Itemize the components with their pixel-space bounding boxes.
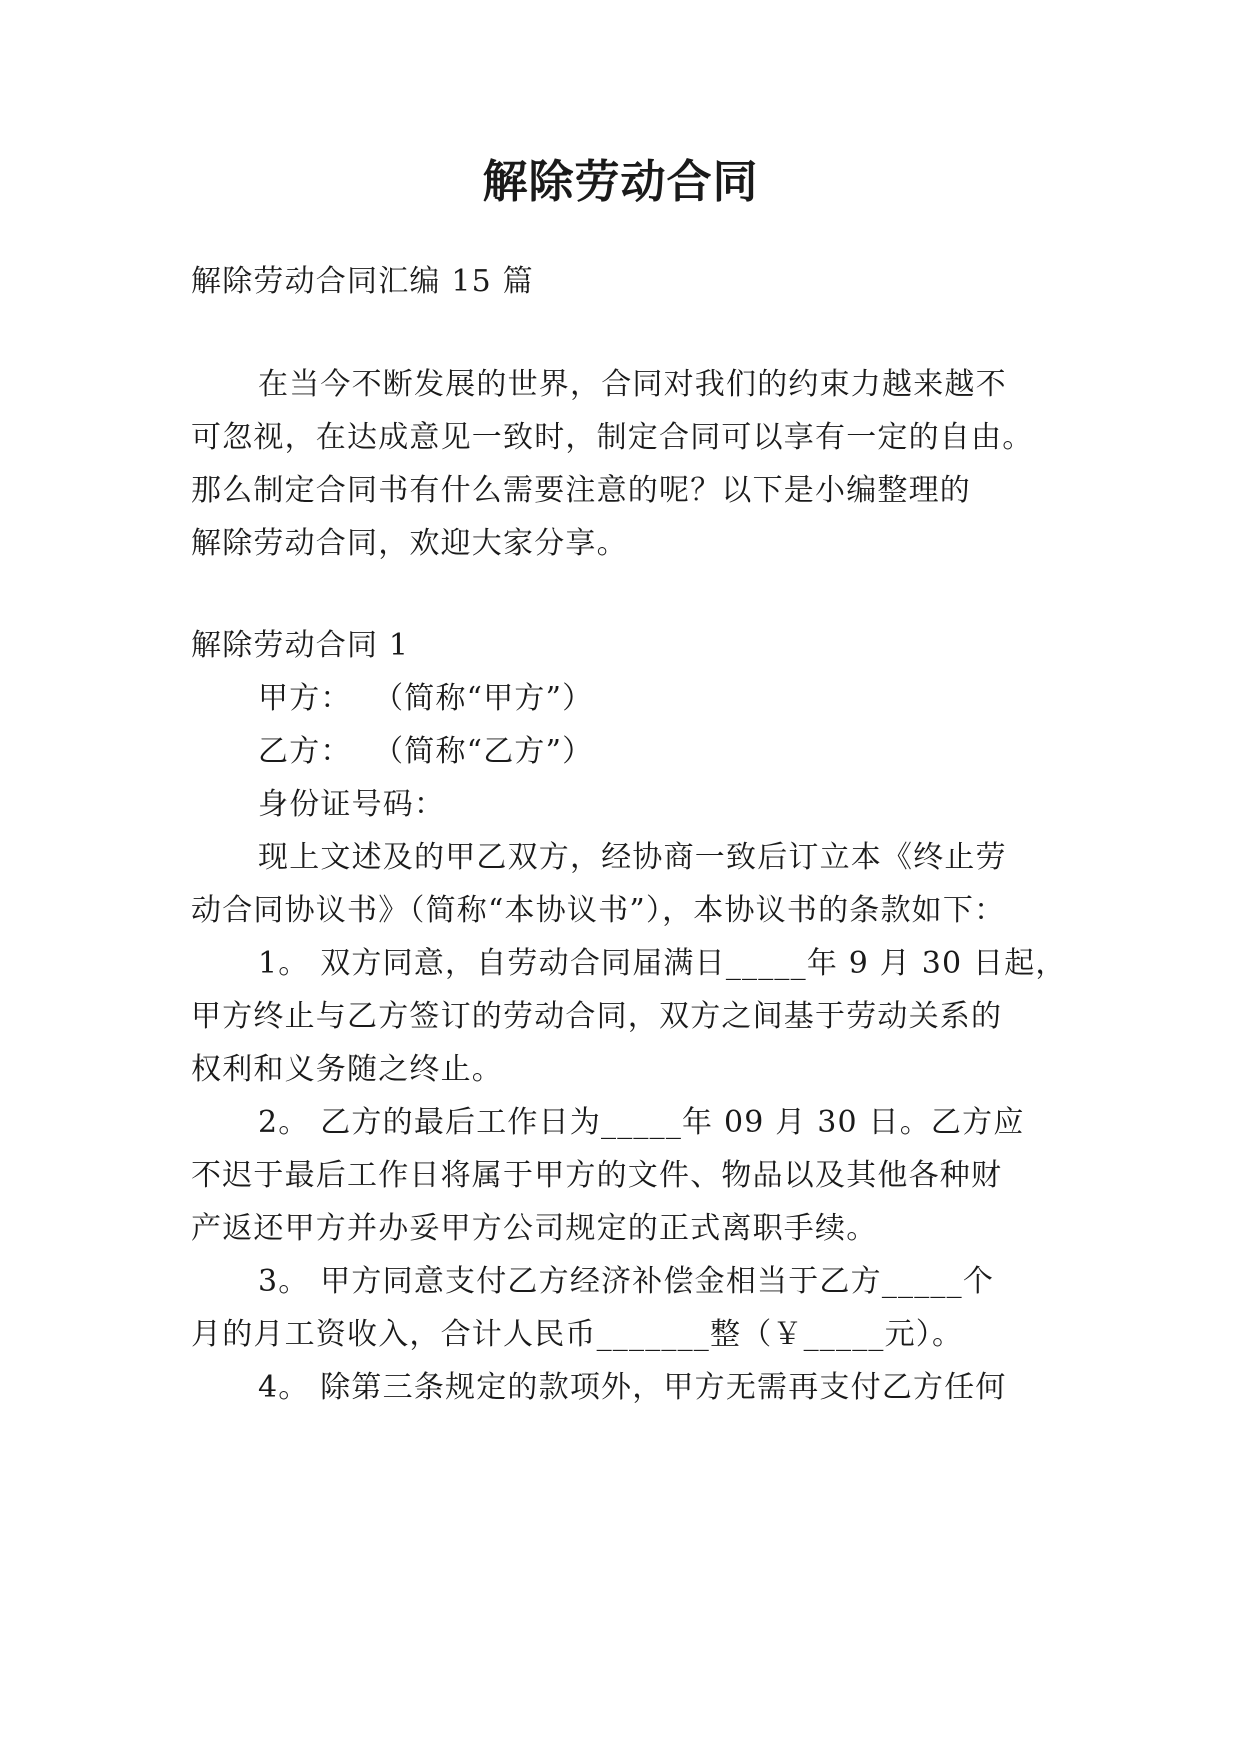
intro-line-1: 在当今不断发展的世界，合同对我们的约束力越来越不: [258, 367, 1007, 402]
intro-line-4: 解除劳动合同，欢迎大家分享。: [191, 526, 628, 561]
preamble-line-2: 动合同协议书》（简称“本协议书”），本协议书的条款如下：: [191, 893, 1006, 928]
intro-line-3: 那么制定合同书有什么需要注意的呢？以下是小编整理的: [191, 473, 971, 508]
section-heading: 解除劳动合同 1: [191, 628, 410, 663]
intro-line-2: 可忽视，在达成意见一致时，制定合同可以享有一定的自由。: [191, 420, 1034, 455]
party-a-line: 甲方： （简称“甲方”）: [258, 681, 594, 716]
party-b-line: 乙方： （简称“乙方”）: [258, 734, 594, 769]
document-subtitle: 解除劳动合同汇编 15 篇: [191, 264, 534, 299]
clause-3-line-1: 3。 甲方同意支付乙方经济补偿金相当于乙方_____个: [258, 1264, 995, 1299]
id-number-line: 身份证号码：: [258, 787, 446, 822]
clause-1-line-2: 甲方终止与乙方签订的劳动合同，双方之间基于劳动关系的: [191, 999, 1003, 1034]
clause-2-line-1: 2。 乙方的最后工作日为_____年 09 月 30 日。乙方应: [258, 1105, 1025, 1140]
clause-4-line-1: 4。 除第三条规定的款项外，甲方无需再支付乙方任何: [258, 1370, 1007, 1405]
preamble-line-1: 现上文述及的甲乙双方，经协商一致后订立本《终止劳: [258, 840, 1007, 875]
clause-2-line-3: 产返还甲方并办妥甲方公司规定的正式离职手续。: [191, 1211, 878, 1246]
document-title: 解除劳动合同: [482, 155, 759, 208]
clause-2-line-2: 不迟于最后工作日将属于甲方的文件、物品以及其他各种财: [191, 1158, 1003, 1193]
clause-1-line-1: 1。 双方同意，自劳动合同届满日_____年 9 月 30 日起，: [258, 946, 1067, 981]
clause-1-line-3: 权利和义务随之终止。: [191, 1052, 503, 1087]
clause-3-line-2: 月的月工资收入，合计人民币_______整（￥_____元）。: [191, 1317, 964, 1352]
